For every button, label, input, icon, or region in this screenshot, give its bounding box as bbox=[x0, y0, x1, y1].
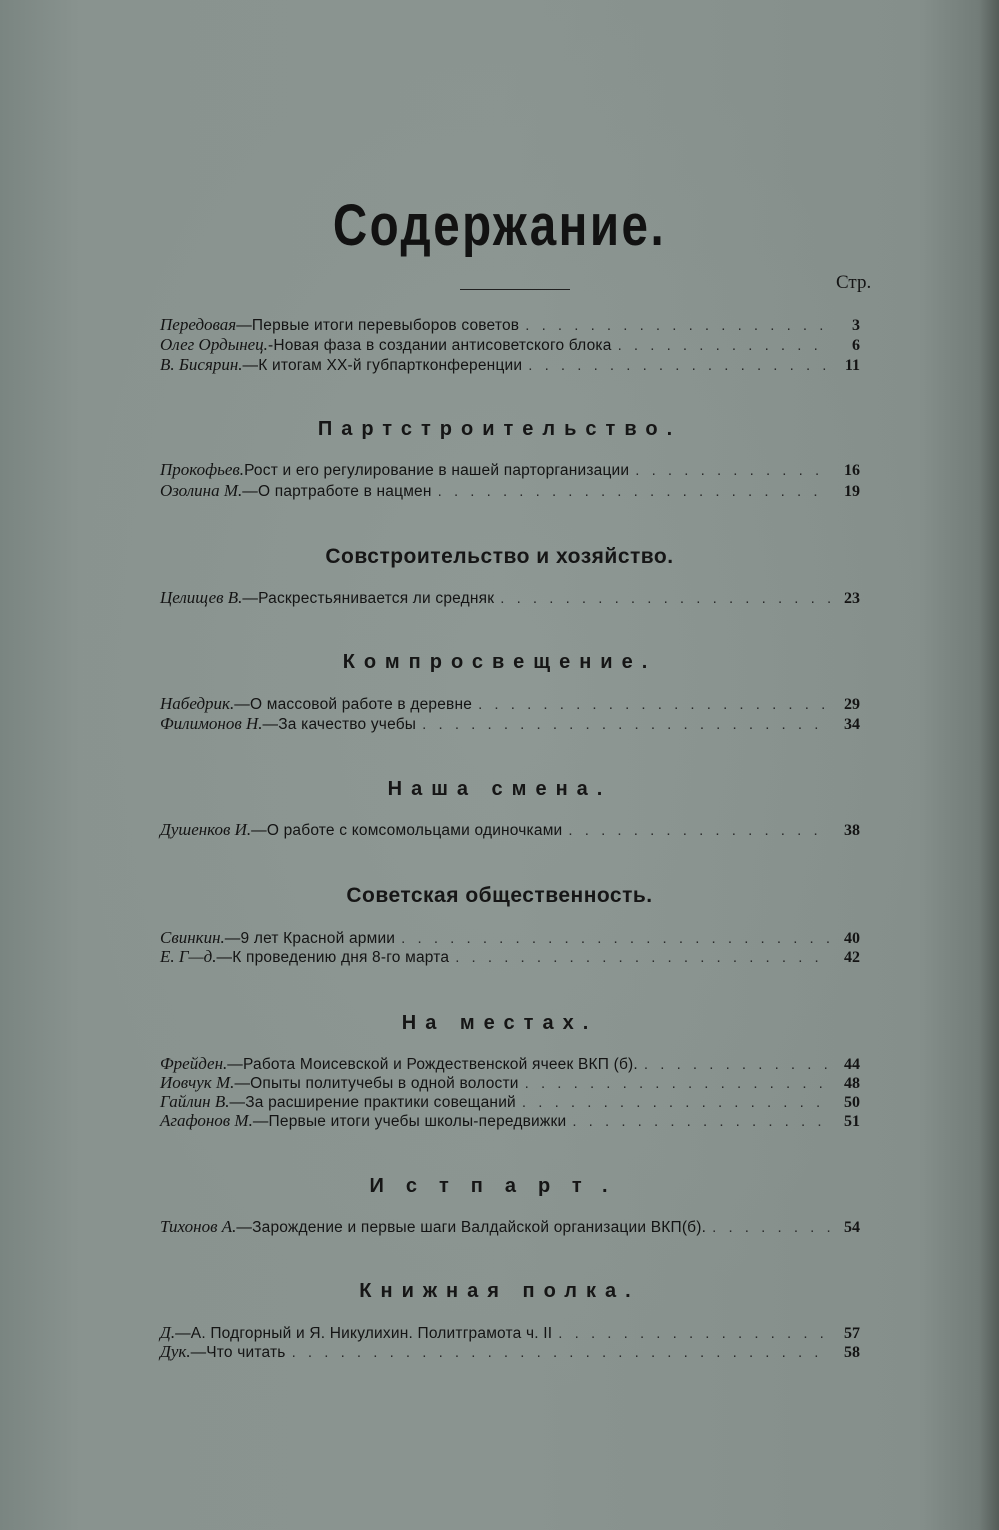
entry-separator: — bbox=[227, 1056, 243, 1073]
entry-page: 44 bbox=[844, 1056, 860, 1073]
entry-page: 38 bbox=[844, 822, 860, 839]
entry-author: Олег Ордынец. bbox=[160, 335, 268, 354]
entry-author: Филимонов Н. bbox=[160, 714, 263, 733]
entry-page: 58 bbox=[844, 1344, 860, 1361]
entry-page: 57 bbox=[844, 1325, 860, 1342]
toc-entry[interactable] bbox=[160, 1217, 860, 1237]
entry-separator: — bbox=[242, 357, 259, 374]
section-heading: Истпарт. bbox=[369, 1175, 630, 1197]
entry-title: А. Подгорный и Я. Никулихин. Политграмота ч. II bbox=[190, 1325, 553, 1342]
toc-entry[interactable] bbox=[160, 947, 860, 967]
dot-leader bbox=[395, 930, 830, 947]
entry-title: К проведению дня 8-го марта bbox=[232, 949, 450, 966]
entry-separator: - bbox=[267, 337, 274, 354]
entry-author: Фрейден. bbox=[160, 1054, 228, 1073]
entry-author: Дук. bbox=[160, 1342, 191, 1361]
section-heading: Наша смена. bbox=[387, 778, 612, 800]
section-heading: Партстроительство. bbox=[317, 418, 682, 440]
dot-leader bbox=[472, 696, 830, 713]
toc-entry[interactable] bbox=[160, 820, 860, 840]
title-rule bbox=[460, 289, 570, 290]
entry-separator: — bbox=[242, 483, 258, 500]
toc-entry[interactable] bbox=[160, 928, 860, 948]
entry-title: За расширение практики совещаний bbox=[245, 1094, 516, 1111]
entry-author: Агафонов М. bbox=[160, 1111, 253, 1130]
entry-page: 16 bbox=[844, 462, 860, 479]
entry-separator: — bbox=[242, 590, 259, 607]
dot-leader bbox=[449, 949, 830, 966]
toc-entry[interactable] bbox=[160, 588, 860, 608]
section-heading: Книжная полка. bbox=[359, 1280, 640, 1302]
entry-title: Опыты политучебы в одной волости bbox=[250, 1075, 519, 1092]
page-column-label: Стр. bbox=[836, 272, 872, 293]
toc-entry[interactable] bbox=[160, 355, 860, 375]
section-heading: Советская общественность. bbox=[346, 884, 653, 907]
dot-leader bbox=[566, 1113, 830, 1130]
entry-title: Зарождение и первые шаги Валдайской организации ВКП(б). bbox=[252, 1219, 707, 1236]
entry-page: 40 bbox=[844, 930, 860, 947]
dot-leader bbox=[416, 716, 830, 733]
section-heading: Совстроительство и хозяйство. bbox=[325, 545, 674, 568]
entry-page: 23 bbox=[844, 590, 860, 607]
entry-author: Целищев В. bbox=[160, 588, 243, 607]
entry-title: Первые итоги перевыборов советов bbox=[251, 317, 520, 334]
entry-separator: — bbox=[224, 930, 241, 947]
entry-author: Иовчук М. bbox=[160, 1073, 235, 1092]
entry-page: 3 bbox=[852, 317, 860, 334]
entry-page: 48 bbox=[844, 1075, 860, 1092]
entry-title: Работа Моисевской и Рождественской ячеек ВКП (б). bbox=[242, 1056, 638, 1073]
entry-title: Рост и его регулирование в нашей парторганизации bbox=[244, 462, 630, 479]
dot-leader bbox=[706, 1219, 830, 1236]
entry-page: 51 bbox=[844, 1113, 860, 1130]
entry-page: 19 bbox=[844, 483, 860, 500]
page-title: Содержание. bbox=[332, 193, 667, 258]
entry-title: О работе с комсомольцами одиночками bbox=[266, 822, 563, 839]
dot-leader bbox=[516, 1094, 830, 1111]
entry-author: Гайлин В. bbox=[160, 1092, 230, 1111]
entry-author: Е. Г—д. bbox=[160, 947, 217, 966]
entry-page: 50 bbox=[844, 1094, 860, 1111]
entry-title: Первые итоги учебы школы-передвижки bbox=[268, 1113, 567, 1130]
dot-leader bbox=[612, 337, 830, 354]
entry-title: К итогам XX-й губпартконференции bbox=[258, 357, 523, 374]
entry-author: Прокофьев. bbox=[160, 460, 245, 479]
entry-page: 42 bbox=[844, 949, 860, 966]
toc-entry[interactable] bbox=[160, 481, 860, 501]
entry-author: Озолина М. bbox=[160, 481, 243, 500]
entry-title: Раскрестьянивается ли средняк bbox=[258, 590, 495, 607]
entry-separator: — bbox=[251, 822, 267, 839]
entry-separator: — bbox=[262, 716, 279, 733]
toc-entry[interactable] bbox=[160, 335, 860, 355]
entry-page: 6 bbox=[852, 337, 860, 354]
entry-title: О партработе в нацмен bbox=[257, 483, 432, 500]
entry-separator: — bbox=[236, 317, 252, 334]
toc-entry[interactable] bbox=[160, 1073, 860, 1093]
entry-author: Душенков И. bbox=[160, 820, 252, 839]
entry-page: 54 bbox=[844, 1219, 860, 1236]
dot-leader bbox=[494, 590, 830, 607]
dot-leader bbox=[432, 483, 830, 500]
dot-leader bbox=[286, 1344, 830, 1361]
toc-entry[interactable] bbox=[160, 1342, 860, 1362]
dot-leader bbox=[522, 357, 830, 374]
entry-page: 29 bbox=[844, 696, 860, 713]
toc-entry[interactable] bbox=[160, 460, 860, 480]
dot-leader bbox=[562, 822, 830, 839]
dot-leader bbox=[552, 1325, 830, 1342]
entry-separator: — bbox=[234, 1075, 251, 1092]
section-heading: Компросвещение. bbox=[342, 651, 657, 673]
entry-separator: — bbox=[175, 1325, 191, 1342]
entry-separator: — bbox=[190, 1344, 207, 1361]
entry-page: 11 bbox=[844, 357, 860, 374]
toc-entry[interactable] bbox=[160, 1054, 860, 1074]
toc-entry[interactable] bbox=[160, 694, 860, 714]
entry-author: Свинкин. bbox=[160, 928, 225, 947]
toc-entry[interactable] bbox=[160, 1323, 860, 1343]
entry-author: Д. bbox=[160, 1323, 176, 1342]
entry-title: О массовой работе в деревне bbox=[249, 696, 473, 713]
toc-entry[interactable] bbox=[160, 714, 860, 734]
entry-title: 9 лет Красной армии bbox=[240, 930, 396, 947]
section-heading: На местах. bbox=[401, 1012, 598, 1034]
toc-entry[interactable] bbox=[160, 1092, 860, 1112]
entry-page: 34 bbox=[844, 716, 860, 733]
entry-separator: — bbox=[236, 1219, 253, 1236]
entry-separator: — bbox=[252, 1113, 269, 1130]
entry-author: Тихонов А. bbox=[160, 1217, 237, 1236]
entry-separator: — bbox=[234, 696, 250, 713]
entry-separator: — bbox=[229, 1094, 246, 1111]
dot-leader bbox=[629, 462, 830, 479]
dot-leader bbox=[638, 1056, 830, 1073]
entry-title: Новая фаза в создании антисоветского блока bbox=[273, 337, 612, 354]
toc-entry[interactable] bbox=[160, 1111, 860, 1131]
dot-leader bbox=[519, 317, 830, 334]
entry-separator: — bbox=[216, 949, 233, 966]
toc-entry[interactable] bbox=[160, 315, 860, 335]
entry-title: За качество учебы bbox=[278, 716, 417, 733]
entry-author: Передовая bbox=[160, 315, 237, 334]
entry-author: Набедрик. bbox=[160, 694, 235, 713]
entry-title: Что читать bbox=[206, 1344, 286, 1361]
dot-leader bbox=[519, 1075, 830, 1092]
entry-author: В. Бисярин. bbox=[160, 355, 243, 374]
